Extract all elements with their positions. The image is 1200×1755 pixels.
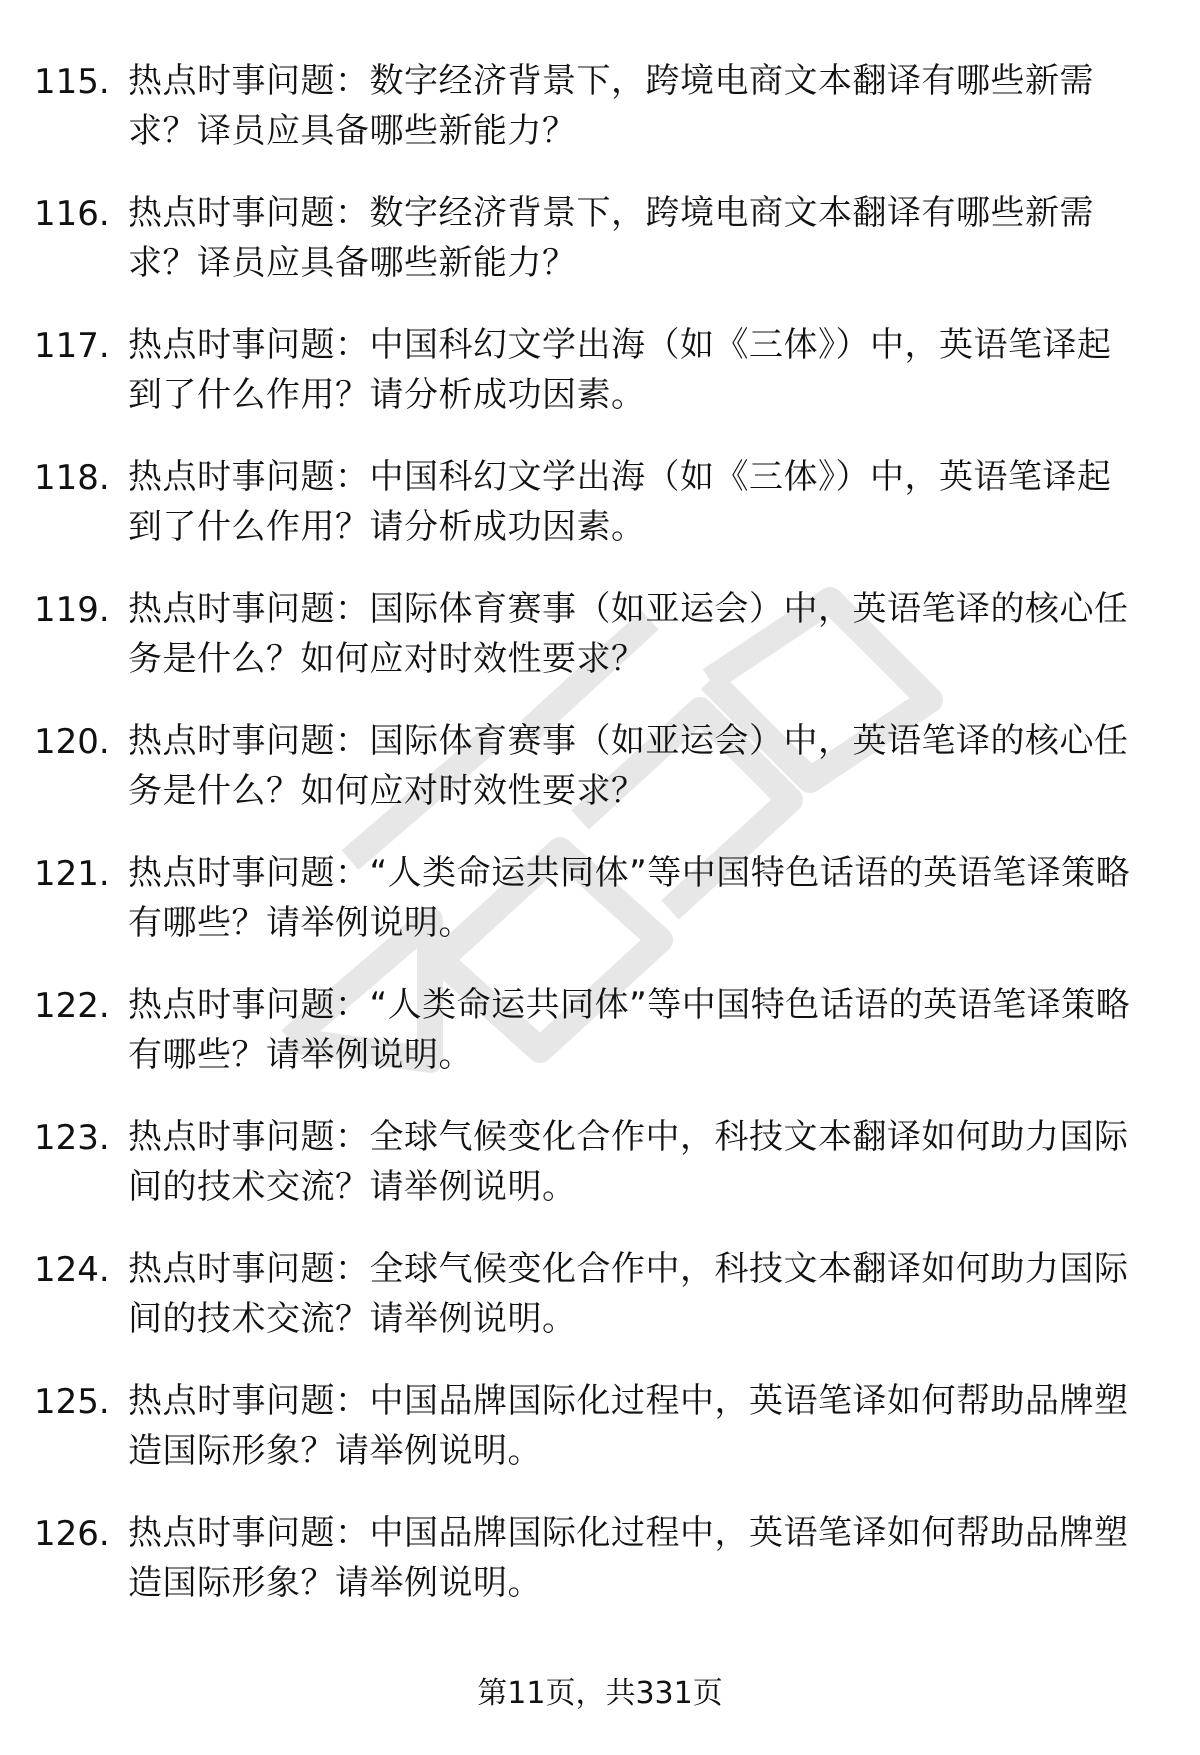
question-item	[0, 1244, 1200, 1376]
question-number: 125.	[34, 1382, 110, 1422]
question-item	[0, 452, 1200, 584]
question-text: 热点时事问题：全球气候变化合作中，科技文本翻译如何助力国际间的技术交流？请举例说明。	[128, 1117, 1129, 1207]
question-item	[0, 716, 1200, 848]
question-text: 热点时事问题：中国科幻文学出海（如《三体》）中，英语笔译起到了什么作用？请分析成功因素。	[128, 325, 1112, 415]
question-item	[0, 56, 1200, 188]
question-number: 116.	[34, 194, 110, 234]
question-number: 120.	[34, 722, 110, 762]
question-number: 126.	[34, 1514, 110, 1554]
question-item	[0, 980, 1200, 1112]
question-text: 热点时事问题：中国品牌国际化过程中，英语笔译如何帮助品牌塑造国际形象？请举例说明。	[128, 1381, 1129, 1471]
question-number: 122.	[34, 986, 110, 1026]
question-text: 热点时事问题：数字经济背景下，跨境电商文本翻译有哪些新需求？译员应具备哪些新能力？	[128, 193, 1094, 283]
question-item	[0, 848, 1200, 980]
question-text: 热点时事问题：全球气候变化合作中，科技文本翻译如何助力国际间的技术交流？请举例说明。	[128, 1249, 1129, 1339]
page-footer: 第11页，共331页	[477, 1676, 723, 1711]
question-item	[0, 1376, 1200, 1508]
question-item	[0, 1112, 1200, 1244]
question-text: 热点时事问题：中国品牌国际化过程中，英语笔译如何帮助品牌塑造国际形象？请举例说明。	[128, 1513, 1129, 1603]
question-list	[0, 56, 1200, 1640]
question-number: 119.	[34, 590, 110, 630]
question-text: 热点时事问题：国际体育赛事（如亚运会）中，英语笔译的核心任务是什么？如何应对时效性要求？	[128, 721, 1129, 811]
question-number: 123.	[34, 1118, 110, 1158]
question-number: 118.	[34, 458, 110, 498]
question-text: 热点时事问题：国际体育赛事（如亚运会）中，英语笔译的核心任务是什么？如何应对时效性要求？	[128, 589, 1129, 679]
question-number: 121.	[34, 854, 110, 894]
question-number: 115.	[34, 62, 110, 102]
question-number: 124.	[34, 1250, 110, 1290]
question-text: 热点时事问题：“人类命运共同体”等中国特色话语的英语笔译策略有哪些？请举例说明。	[128, 853, 1131, 943]
question-number: 117.	[34, 326, 110, 366]
question-text: 热点时事问题：“人类命运共同体”等中国特色话语的英语笔译策略有哪些？请举例说明。	[128, 985, 1131, 1075]
question-text: 热点时事问题：中国科幻文学出海（如《三体》）中，英语笔译起到了什么作用？请分析成功因素。	[128, 457, 1112, 547]
question-item	[0, 584, 1200, 716]
question-item	[0, 320, 1200, 452]
question-item	[0, 188, 1200, 320]
question-item	[0, 1508, 1200, 1640]
question-text: 热点时事问题：数字经济背景下，跨境电商文本翻译有哪些新需求？译员应具备哪些新能力？	[128, 61, 1094, 151]
